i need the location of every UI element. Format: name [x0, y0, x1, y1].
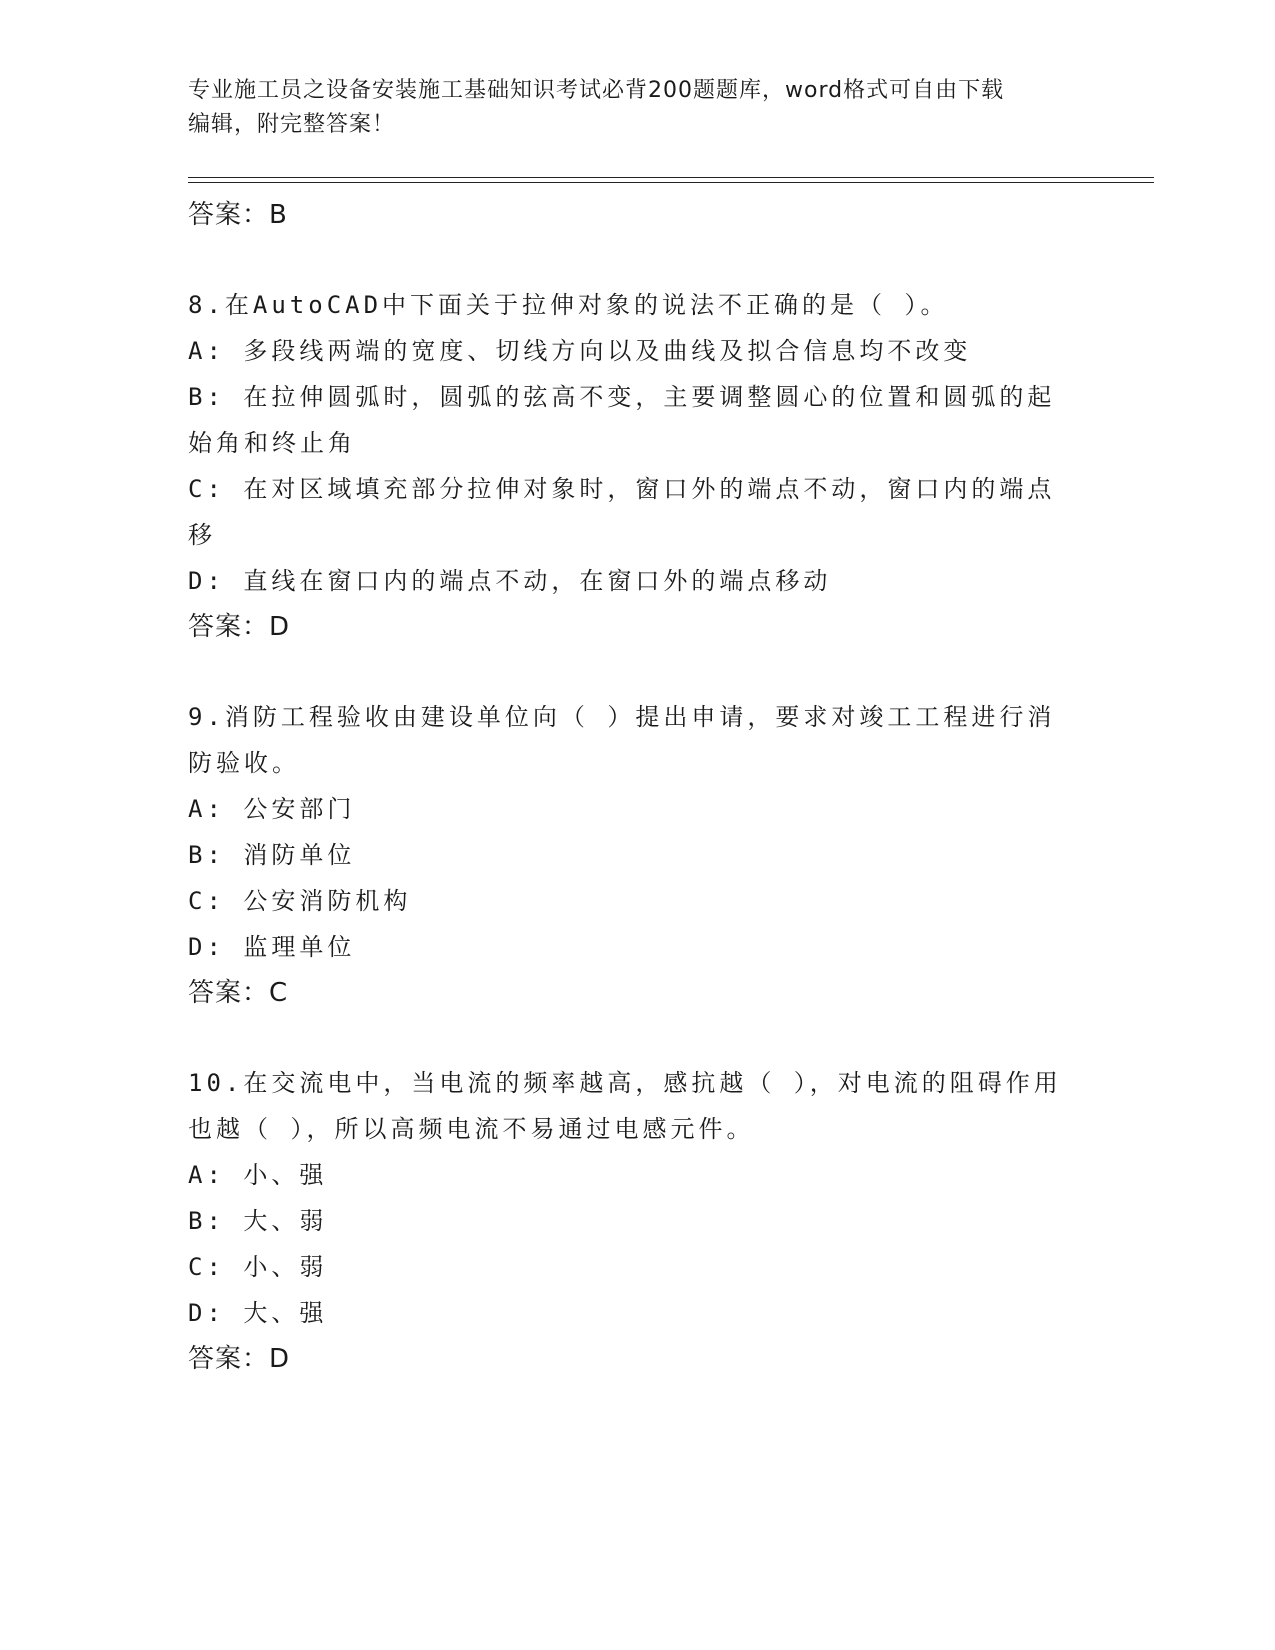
option-c: C: 小、弱	[188, 1253, 328, 1281]
answer: 答案：C	[188, 978, 289, 1008]
document-header: 专业施工员之设备安装施工基础知识考试必背200题题库，word格式可自由下载 编辑，附完整答案！	[188, 78, 1005, 137]
question-10	[188, 1060, 1068, 1382]
header-rule-top	[188, 177, 1154, 178]
option-d: D: 监理单位	[188, 933, 356, 961]
header-rule-bottom	[188, 182, 1154, 183]
answer: 答案：D	[188, 1344, 291, 1374]
answer: 答案：D	[188, 612, 291, 642]
option-b: B: 消防单位	[188, 841, 356, 869]
question-text: 10.在交流电中，当电流的频率越高，感抗越（ ），对电流的阻碍作用也越（ ），所以高频电流不易通过电感元件。	[188, 1069, 1062, 1143]
option-a: A: 小、强	[188, 1161, 328, 1189]
question-8	[188, 282, 1068, 650]
option-c: C: 公安消防机构	[188, 887, 412, 915]
document-body	[188, 192, 1068, 1382]
option-a: A: 多段线两端的宽度、切线方向以及曲线及拟合信息均不改变	[188, 337, 972, 365]
option-d: D: 直线在窗口内的端点不动，在窗口外的端点移动	[188, 567, 832, 595]
question-9	[188, 694, 1068, 1016]
option-b: B: 大、弱	[188, 1207, 328, 1235]
option-d: D: 大、强	[188, 1299, 328, 1327]
question-text: 8.在AutoCAD中下面关于拉伸对象的说法不正确的是（ ）。	[188, 291, 949, 319]
question-text: 9.消防工程验收由建设单位向（ ）提出申请，要求对竣工工程进行消防验收。	[188, 703, 1056, 777]
option-b: B: 在拉伸圆弧时，圆弧的弦高不变，主要调整圆心的位置和圆弧的起始角和终止角	[188, 383, 1056, 457]
option-a: A: 公安部门	[188, 795, 356, 823]
previous-answer: 答案：B	[188, 200, 288, 230]
option-c: C: 在对区域填充部分拉伸对象时，窗口外的端点不动，窗口内的端点移	[188, 475, 1056, 549]
